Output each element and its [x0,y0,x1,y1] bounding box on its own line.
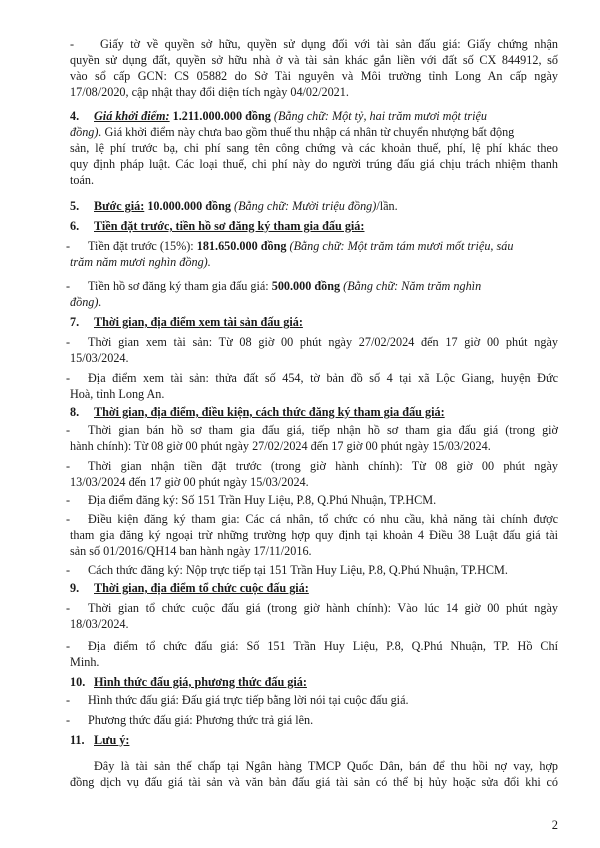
bullet-dash: - [66,713,71,727]
paragraph-line: vào sổ cấp GCN: CS 05882 do Sở Tài nguyên và Môi trường tỉnh Long An cấp ngày [70,69,558,83]
paragraph-line: quyền sử dụng đất, quyền sở hữu nhà ở và tài sản khác gắn liền với đất số CX 844912, số [70,53,558,67]
section-number: 7. [70,315,80,329]
paragraph-line: Thời gian tổ chức cuộc đấu giá (trong giờ hành chính): Vào lúc 14 giờ 00 phút ngày [88,601,558,615]
section-title: Lưu ý: [94,733,130,747]
section-label: Giá khởi điểm: [94,109,170,123]
paragraph-line: Hoà, tỉnh Long An. [70,387,165,401]
section-number: 11. [70,733,85,747]
bullet-dash: - [66,371,71,385]
paragraph-line: hành chính): Từ 08 giờ 00 phút ngày 27/02/2024 đến 17 giờ 00 phút ngày 15/03/2024. [70,439,491,453]
paragraph-line: sản, lệ phí trước bạ, chi phí sang tên công chứng và các khoản thuế, phí, lệ phí khác theo [70,141,558,155]
section-label: Bước giá: [94,199,145,213]
page-number: 2 [551,818,558,832]
bullet-dash: - [66,512,71,526]
dossier-fee-label: Tiền hồ sơ đăng ký tham gia đấu giá: [88,279,272,293]
paragraph-line: quy định pháp luật. Các loại thuế, chi phí này do người trúng đấu giá chịu trách nhiệm thanh [70,157,558,171]
section-number: 4. [70,109,80,123]
bullet-dash: - [66,459,71,473]
paragraph-line: Hình thức đấu giá: Đấu giá trực tiếp bằng lời nói tại cuộc đấu giá. [88,693,409,707]
bullet-dash: - [66,601,71,615]
bullet-dash: - [66,279,71,293]
paragraph-line: sản số 01/2016/QH14 ban hành ngày 17/11/2016. [70,544,312,558]
starting-price-words-end: đồng). [70,125,102,139]
bullet-dash: - [66,563,71,577]
bullet-dash: - [66,423,71,437]
paragraph-line [88,278,558,294]
paragraph-line: trăm năm mươi nghìn đồng). [70,255,211,269]
paragraph-line: Giấy tờ về quyền sở hữu, quyền sử dụng đối với tài sản đấu giá: Giấy chứng nhận [100,37,558,51]
paragraph-line: Minh. [70,655,100,669]
section-heading-line [94,108,558,124]
section-number: 9. [70,581,80,595]
paragraph-line [70,124,558,140]
section-number: 10. [70,675,86,689]
deposit-value: 181.650.000 đồng [196,239,287,253]
paragraph-line: Thời gian xem tài sản: Từ 08 giờ 00 phút ngày 27/02/2024 đến 17 giờ 00 phút ngày [88,335,558,349]
bullet-dash: - [66,693,71,707]
section-title: Thời gian, địa điểm, điều kiện, cách thức đăng ký tham gia đấu giá: [94,405,445,419]
paragraph-line: Thời gian nhận tiền đặt trước (trong giờ hành chính): Từ 08 giờ 00 phút ngày [88,459,558,473]
paragraph-line: Đây là tài sản thế chấp tại Ngân hàng TMCP Quốc Dân, bán để thu hồi nợ vay, hợp [94,759,558,773]
bid-step-words: (Bằng chữ: Mười triệu đồng) [230,199,377,213]
paragraph-line: Thời gian bán hồ sơ tham gia đấu giá, tiếp nhận hồ sơ tham gia đấu giá (trong giờ [88,423,558,437]
paragraph-line: Phương thức đấu giá: Phương thức trả giá lên. [88,713,314,727]
section-number: 8. [70,405,80,419]
deposit-label: Tiền đặt trước (15%): [88,239,197,253]
bid-step-tail: /lần. [376,199,398,213]
paragraph-line: Cách thức đăng ký: Nộp trực tiếp tại 151 Trần Huy Liệu, P.8, Q.Phú Nhuận, TP.HCM. [88,563,508,577]
section-number: 6. [70,219,80,233]
paragraph-text: Giá khởi điểm này chưa bao gồm thuế thu nhập cá nhân từ chuyển nhượng bất động [101,125,515,139]
section-title: Tiền đặt trước, tiền hồ sơ đăng ký tham gia đấu giá: [94,219,365,233]
paragraph-line: tham gia đăng ký ngoại trừ những trường hợp quy định tại khoản 4 Điều 38 Luật đấu giá tài [70,528,558,542]
paragraph-line: Địa điểm xem tài sản: thửa đất số 454, tờ bản đồ số 4 tại xã Lộc Giang, huyện Đức [88,371,558,385]
bullet-dash: - [66,493,71,507]
bid-step-value: 10.000.000 đồng [144,199,231,213]
bullet-dash: - [66,335,71,349]
bullet-dash: - [66,239,71,253]
section-title: Thời gian, địa điểm tổ chức cuộc đấu giá: [94,581,309,595]
paragraph-line: 13/03/2024 đến 17 giờ 00 phút ngày 15/03/2024. [70,475,309,489]
starting-price-words: (Bằng chữ: Một tỷ, hai trăm mươi một triệu [270,109,487,123]
section-title: Hình thức đấu giá, phương thức đấu giá: [94,675,307,689]
paragraph-line: 18/03/2024. [70,617,129,631]
bullet-dash: - [66,639,71,653]
paragraph-line: Địa điểm tổ chức đấu giá: Số 151 Trần Huy Liệu, P.8, Q.Phú Nhuận, TP. Hồ Chí [88,639,558,653]
paragraph-line: 17/08/2020, cập nhật thay đổi diện tích ngày 04/02/2021. [70,85,349,99]
bullet-dash: - [70,37,75,51]
section-title: Thời gian, địa điểm xem tài sản đấu giá: [94,315,303,329]
starting-price-value: 1.211.000.000 đồng [169,109,271,123]
section-number: 5. [70,199,80,213]
paragraph-line: toán. [70,173,95,187]
paragraph-line: 15/03/2024. [70,351,129,365]
dossier-fee-words: (Bằng chữ: Năm trăm nghìn [340,279,482,293]
deposit-words: (Bằng chữ: Một trăm tám mươi mốt triệu, sáu [286,239,514,253]
paragraph-line: Địa điểm đăng ký: Số 151 Trần Huy Liệu, P.8, Q.Phú Nhuận, TP.HCM. [88,493,437,507]
paragraph-line: đồng dịch vụ đấu giá tài sản và văn bản đấu giá tài sản có thể bị hủy hoặc sửa đổi khi có [70,775,558,789]
section-heading-line [94,198,398,214]
paragraph-line: đồng). [70,295,102,309]
paragraph-line [88,238,558,254]
paragraph-line: Điều kiện đăng ký tham gia: Các cá nhân, tổ chức có nhu cầu, khả năng tài chính được [88,512,558,526]
dossier-fee-value: 500.000 đồng [271,279,341,293]
